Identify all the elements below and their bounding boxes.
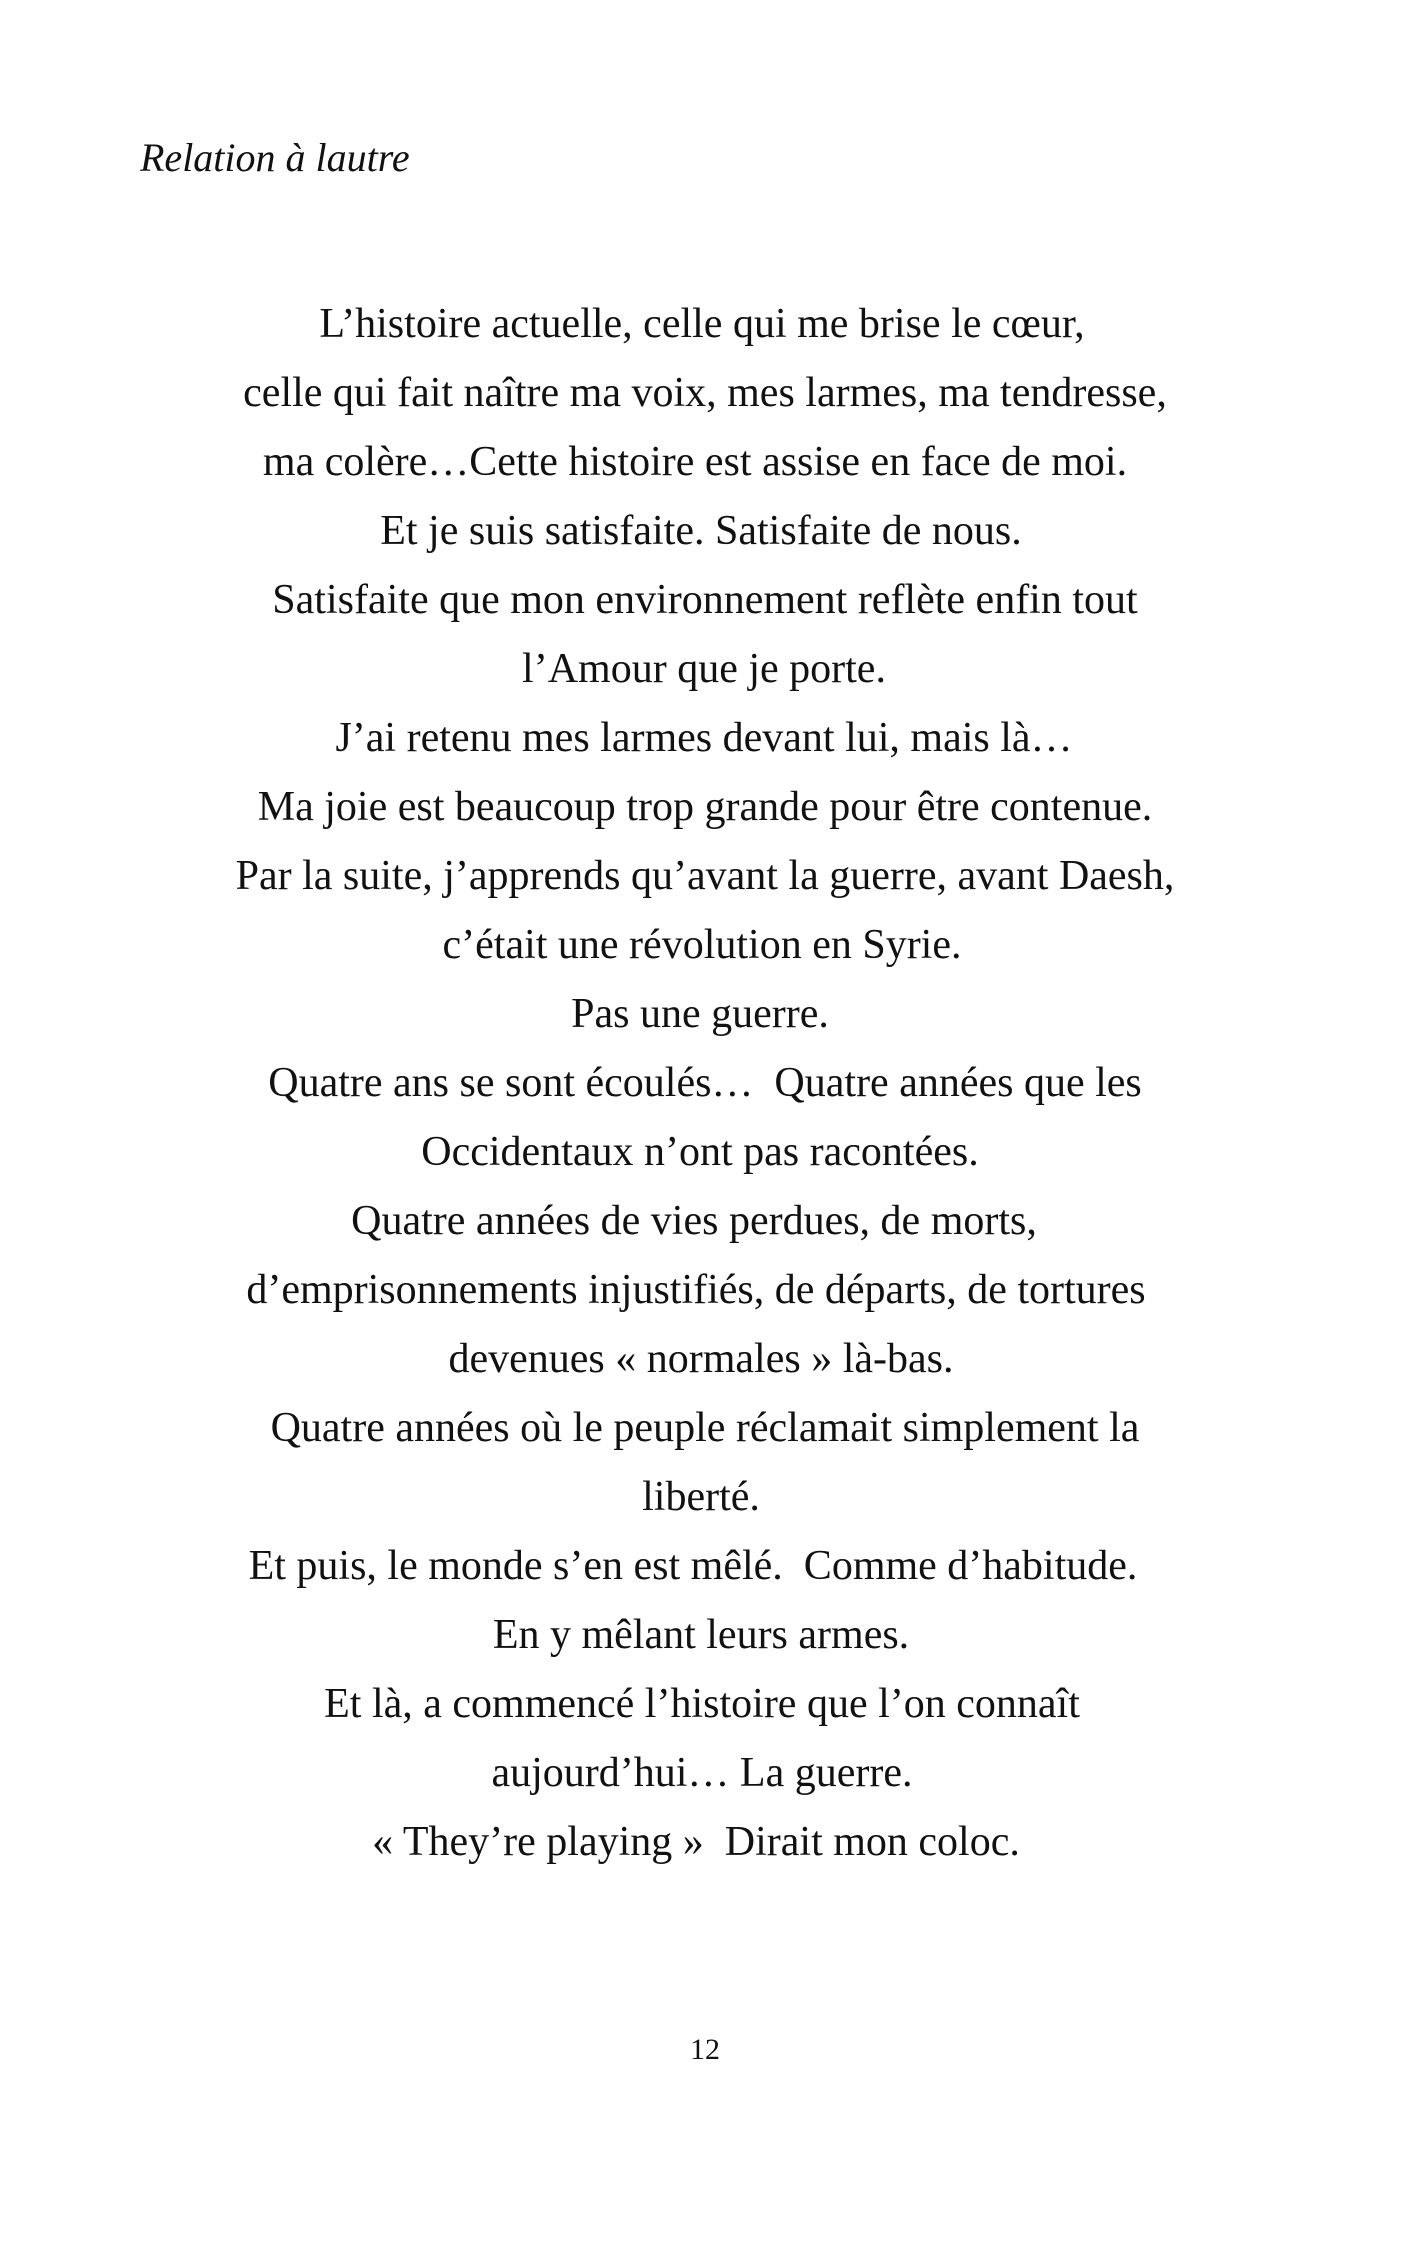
poem-line: devenues « normales » là-bas. — [448, 1336, 954, 1382]
poem-line: Pas une guerre. — [571, 991, 829, 1037]
poem-line: L’histoire actuelle, celle qui me brise le cœur, — [319, 301, 1085, 347]
poem-line: Par la suite, j’apprends qu’avant la guerre, avant Daesh, — [235, 853, 1175, 899]
poem-text — [0, 290, 1410, 1877]
poem-line: Et je suis satisfaite. Satisfaite de nous. — [380, 508, 1022, 554]
poem-line: aujourd’hui… La guerre. — [491, 1750, 913, 1796]
poem-line: Ma joie est beaucoup trop grande pour être contenue. — [257, 784, 1153, 830]
poem-line: Satisfaite que mon environnement reflète enfin tout — [272, 577, 1138, 623]
running-header: Relation à lautre — [140, 135, 410, 180]
poem-line: celle qui fait naître ma voix, mes larmes, ma tendresse, — [243, 370, 1167, 416]
poem-line: J’ai retenu mes larmes devant lui, mais là… — [335, 715, 1073, 761]
poem-line: Quatre années où le peuple réclamait simplement la — [270, 1405, 1140, 1451]
poem-line: Et là, a commencé l’histoire que l’on connaît — [324, 1681, 1080, 1727]
poem-line: Et puis, le monde s’en est mêlé. Comme d’habitude. — [248, 1543, 1138, 1589]
poem-line: l’Amour que je porte. — [522, 646, 886, 692]
poem-line: ma colère…Cette histoire est assise en face de moi. — [262, 439, 1128, 485]
poem-line: « They’re playing » Dirait mon coloc. — [372, 1819, 1020, 1865]
page-number: 12 — [690, 2033, 720, 2066]
poem-line: En y mêlant leurs armes. — [492, 1612, 910, 1658]
poem-line: d’emprisonnements injustifiés, de départs, de tortures — [246, 1267, 1146, 1313]
poem-line: Occidentaux n’ont pas racontées. — [421, 1129, 979, 1175]
poem-line: c’était une révolution en Syrie. — [442, 922, 962, 968]
poem-line: Quatre ans se sont écoulés… Quatre années que les — [268, 1060, 1142, 1106]
poem-line: liberté. — [642, 1474, 760, 1520]
poem-line: Quatre années de vies perdues, de morts, — [351, 1198, 1037, 1244]
